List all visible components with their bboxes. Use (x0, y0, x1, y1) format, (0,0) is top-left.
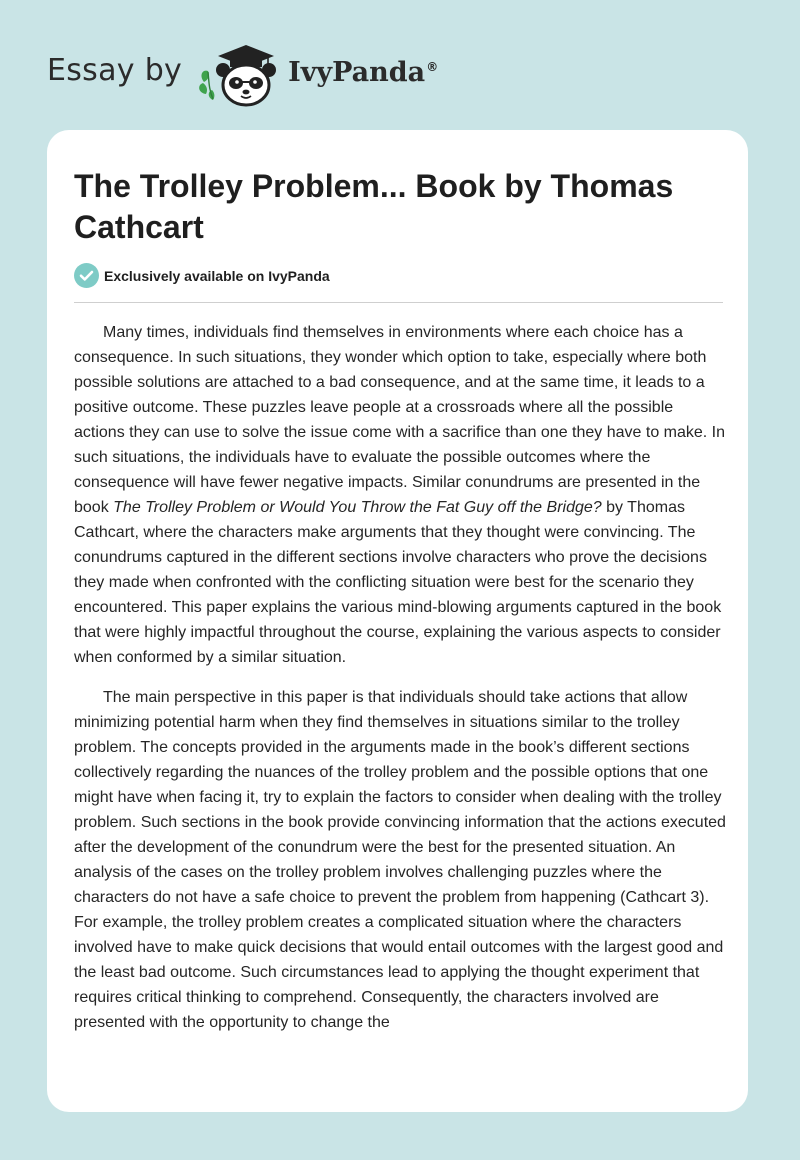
exclusive-badge-label: Exclusively available on IvyPanda (104, 267, 330, 284)
essay-body (74, 320, 726, 1050)
registered-mark: ® (426, 59, 439, 74)
brand-name-text: IvyPanda (288, 56, 426, 88)
exclusive-badge (74, 263, 330, 288)
brand-name[interactable] (288, 57, 438, 88)
ivypanda-logo-icon[interactable] (196, 38, 282, 108)
essay-by-label: Essay by (47, 52, 183, 88)
essay-card (47, 130, 748, 1112)
page-title: The Trolley Problem... Book by Thomas Cathcart (74, 168, 674, 245)
site-header (47, 38, 438, 108)
title-divider (74, 302, 723, 303)
paragraph-1-text-b: by Thomas Cathcart, where the characters make arguments that they thought were convincing. The conundrums captured in the different sections involve characters who prove the decisions they made when confronted with the conflicting situation were best for the scenario they encountered. This paper explains the various mind-blowing arguments captured in the book that were highly impactful throughout the course, explaining the various aspects to consider when conformed by a similar situation. (74, 499, 722, 666)
essay-paragraph-2: The main perspective in this paper is that individuals should take actions that allow minimizing potential harm when they find themselves in situations similar to the trolley problem. The concepts provided in the arguments made in the book’s different sections collectively regarding the nuances of the trolley problem and the possible options that one might have when facing it, try to explain the factors to consider when dealing with the trolley problem. Such sections in the book provide convincing information that the actions executed after the development of the conundrum were the best for the presented situation. An analysis of the cases on the trolley problem involves challenging puzzles where the characters do not have a safe choice to prevent the problem from happening (Cathcart 3). For example, the trolley problem creates a complicated situation where the characters involved have to make quick decisions that would entail outcomes with the largest good and the least bad outcome. Such circumstances lead to applying the thought experiment that requires critical thinking to comprehend. Consequently, the characters involved are presented with the opportunity to change the (74, 689, 726, 1031)
essay-paragraph-1 (74, 320, 726, 670)
paragraph-1-text-a: Many times, individuals find themselves in environments where each choice has a consequence. In such situations, they wonder which option to take, especially where both possible solutions are attached to a bad consequence, and at the same time, it leads to a positive outcome. These puzzles leave people at a crossroads where all the possible actions they can use to solve the issue come with a sacrifice than one they have to make. In such situations, the individuals have to evaluate the possible outcomes where the consequence will have fewer negative impacts. Similar conundrums are presented in the book (74, 324, 726, 516)
check-badge-icon (74, 263, 99, 288)
book-title-italic: The Trolley Problem or Would You Throw the Fat Guy off the Bridge? (113, 499, 602, 516)
